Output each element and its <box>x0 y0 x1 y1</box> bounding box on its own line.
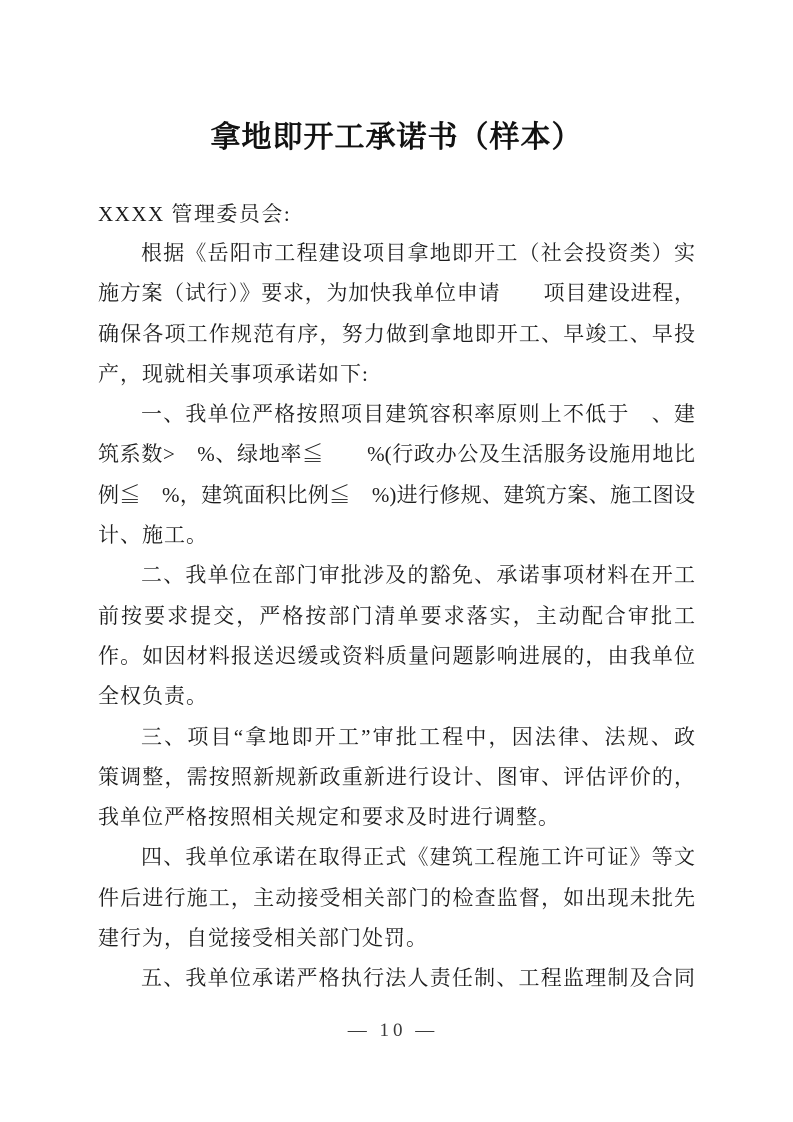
text-line: 四、我单位承诺在取得正式《建筑工程施工许可证》等文 <box>141 845 695 870</box>
text-line: 我单位严格按照相关规定和要求及时进行调整。 <box>98 805 560 830</box>
text-line: 三、项目“拿地即开工”审批工程中，因法律、法规、政 <box>141 724 695 749</box>
text-line: 根据《岳阳市工程建设项目拿地即开工（社会投资类）实 <box>141 241 695 265</box>
document-lines <box>98 233 695 999</box>
text-line: 建行为，自觉接受相关部门处罚。 <box>98 926 428 951</box>
salutation-line: XXXX 管理委员会: <box>98 202 292 226</box>
text-line: 筑系数> %、绿地率≦ %(行政办公及生活服务设施用地比 <box>98 442 695 467</box>
text-line: 二、我单位在部门审批涉及的豁免、承诺事项材料在开工 <box>141 563 695 588</box>
text-line: 例≦ %，建筑面积比例≦ %)进行修规、建筑方案、施工图设 <box>98 482 695 507</box>
text-line: 策调整，需按照新规新政重新进行设计、图审、评估评价的， <box>98 764 695 789</box>
text-line: 施方案（试行）》要求，为加快我单位申请 项目建设进程， <box>98 281 695 306</box>
text-line: 确保各项工作规范有序，努力做到拿地即开工、早竣工、早投 <box>98 321 695 346</box>
text-line: 一、我单位严格按照项目建筑容积率原则上不低于 、建 <box>141 402 695 427</box>
text-line: 作。如因材料报送迟缓或资料质量问题影响进展的，由我单位 <box>98 643 695 668</box>
text-line: 件后进行施工，主动接受相关部门的检查监督，如出现未批先 <box>98 885 695 910</box>
text-line: 产，现就相关事项承诺如下: <box>98 361 369 386</box>
text-line: 五、我单位承诺严格执行法人责任制、工程监理制及合同 <box>141 966 695 991</box>
text-line: 前按要求提交，严格按部门清单要求落实，主动配合审批工 <box>98 603 695 628</box>
text-line: 计、施工。 <box>98 523 208 548</box>
text-line: 全权负责。 <box>98 684 208 709</box>
page-number: — 10 — <box>347 1020 439 1041</box>
document-title: 拿地即开工承诺书（样本） <box>210 121 583 154</box>
